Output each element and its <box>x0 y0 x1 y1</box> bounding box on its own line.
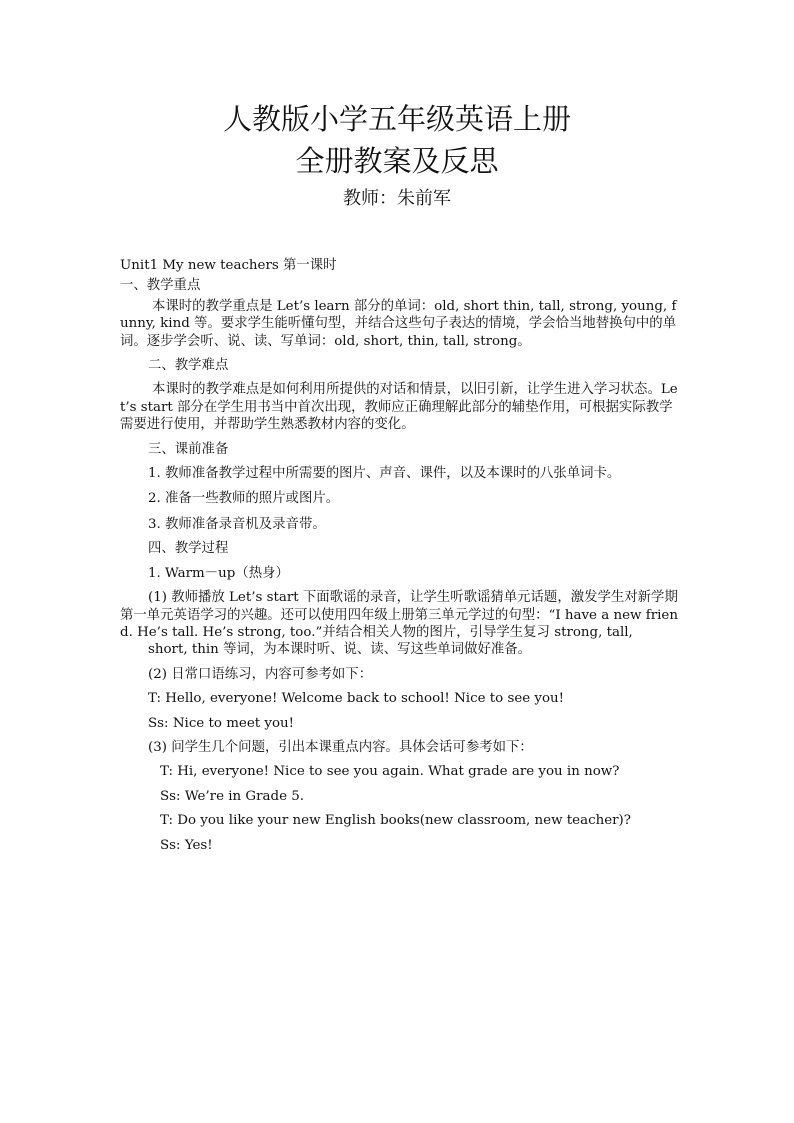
paragraph-focus: 本课时的教学重点是 Let’s learn 部分的单词：old, short thin, tall, strong, young, funny, kind 等。要求学生能听懂句型，并结合这些句子表达的情境，学会恰当地替换句中的单词。逐步学会听、说、读、写单词：old, short, thin, tall, strong。 <box>120 298 677 349</box>
dialogue-line: T: Do you like your new English books(new classroom, new teacher)? <box>160 813 631 829</box>
dialogue-line: Ss: We’re in Grade 5. <box>160 788 305 804</box>
list-item: 1. 教师准备教学过程中所需要的图片、声音、课件，以及本课时的八张单词卡。 <box>148 466 621 482</box>
section-heading-difficulty: 二、教学难点 <box>148 358 229 374</box>
dialogue-line: Ss: Yes! <box>160 837 213 853</box>
document-title-line2: 全册教案及反思 <box>295 144 499 178</box>
unit-heading: Unit1 My new teachers 第一课时 <box>120 258 337 273</box>
list-item: 2. 准备一些教师的照片或图片。 <box>148 491 340 507</box>
dialogue-line: Ss: Nice to meet you! <box>148 715 295 731</box>
paragraph-difficulty: 本课时的教学难点是如何利用所提供的对话和情景，以旧引新，让学生进入学习状态。Let’s start 部分在学生用书当中首次出现，教师应正确理解此部分的辅垫作用，可根据实际教学需要进行使用，并帮助学生熟悉教材内容的变化。 <box>120 382 678 433</box>
dialogue-line: T: Hi, everyone! Nice to see you again. What grade are you in now? <box>160 764 620 780</box>
dialogue-line: T: Hello, everyone! Welcome back to school! Nice to see you! <box>148 691 565 707</box>
paragraph-step-3: (3) 问学生几个问题，引出本课重点内容。具体会话可参考如下： <box>148 739 533 755</box>
section-heading-procedure: 四、教学过程 <box>148 541 229 557</box>
paragraph-step-1: (1) 教师播放 Let’s start 下面歌谣的录音，让学生听歌谣猜单元话题，激发学生对新学期第一单元英语学习的兴趣。还可以使用四年级上册第三单元学过的句型：“I have a new friend. He’s tall. He’s strong, too.”并结合相关人物的图片，引导学生复习 strong, tall, <box>120 590 678 640</box>
list-item: 3. 教师准备录音机及录音带。 <box>148 516 326 532</box>
step-heading-warmup: 1. Warm－up（热身） <box>148 565 289 581</box>
document-body <box>120 257 680 854</box>
section-heading-focus: 一、教学重点 <box>120 278 201 294</box>
paragraph-step-2: (2) 日常口语练习，内容可参考如下： <box>148 666 373 682</box>
section-heading-preparation: 三、课前准备 <box>148 441 229 457</box>
author-line: 教师：朱前军 <box>343 188 451 209</box>
paragraph-step-1-cont: short, thin 等词，为本课时听、说、读、写这些单词做好准备。 <box>148 642 532 658</box>
document-title-line1: 人教版小学五年级英语上册 <box>222 102 571 136</box>
